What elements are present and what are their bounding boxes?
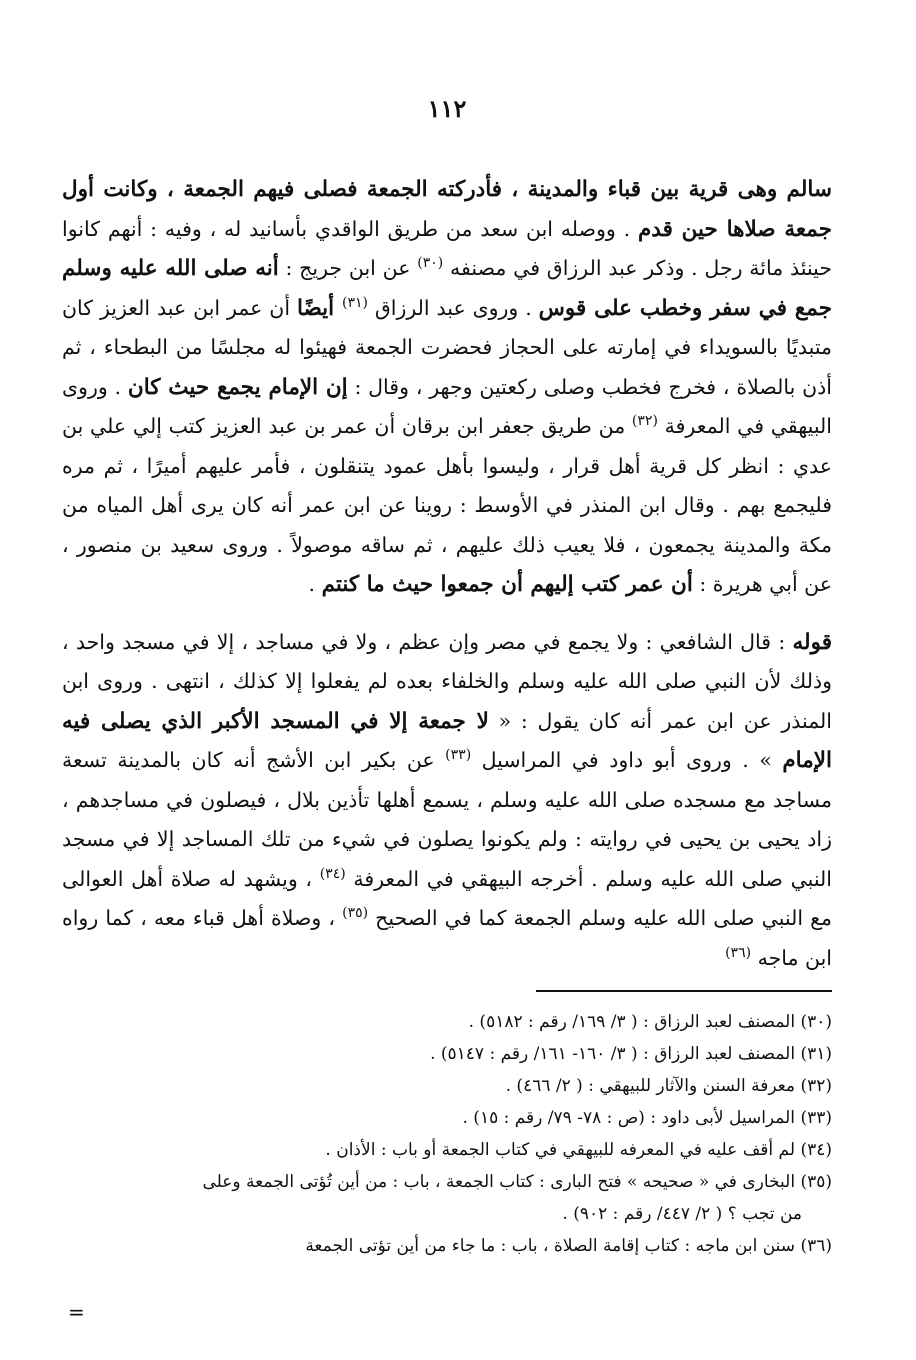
footnote-number: (٣٢) xyxy=(800,1076,832,1096)
bold-text: لا جمعة إلا في المسجد الأكبر الذي يصلى فيه الإمام xyxy=(62,708,832,773)
footnote-number: (٣٤) xyxy=(800,1140,832,1160)
footnote-reference: (٣٢) xyxy=(631,413,658,430)
footnote-reference: (٣٦) xyxy=(725,944,752,961)
footnote xyxy=(62,1230,832,1262)
main-text xyxy=(62,170,832,978)
document-page xyxy=(62,86,832,1346)
footnote-divider xyxy=(536,990,832,992)
footnote-text: لم أقف عليه في المعرفه للبيهقي في كتاب الجمعة أو باب : الأذان . xyxy=(325,1140,796,1160)
footnote xyxy=(62,1006,832,1038)
text-run: عن بكير ابن الأشج أنه كان بالمدينة تسعة مساجد مع مسجده صلى الله عليه وسلم ، يسمع أهلها تأذين بلال ، فيصلون في مساجدهم ، زاد يحيى بن يحيى في روايته : ولم يكونوا يصلون في شيء من تلك المساجد إلا في مسجد النبي صلى الله عليه وسلم . أخرجه البيهقي في المعرفة xyxy=(62,748,832,891)
bold-text: قوله xyxy=(792,629,832,655)
footnote-continuation: من تجب ؟ ( ٢/ ٤٤٧/ رقم : ٩٠٢) . xyxy=(562,1204,802,1224)
footnote xyxy=(62,1038,832,1070)
paragraph xyxy=(62,623,832,979)
footnote-number: (٣٠) xyxy=(800,1012,832,1032)
bold-text: أن عمر كتب إليهم أن جمعوا حيث ما كنتم xyxy=(321,572,693,597)
continuation-mark: = xyxy=(68,1300,85,1324)
bold-text: أيضًا xyxy=(296,295,342,321)
text-run: . وروى البيهقي في المعرفة xyxy=(62,374,832,438)
text-run: ، وصلاة أهل قباء معه ، كما رواه ابن ماجه xyxy=(62,906,832,970)
bold-text: إن الإمام يجمع حيث كان xyxy=(127,374,348,400)
footnote xyxy=(62,1134,832,1166)
paragraph xyxy=(62,170,832,605)
footnote-text: المراسيل لأبى داود : (ص : ٧٨- ٧٩/ رقم : ١٥) . xyxy=(462,1108,796,1128)
footnote-text: المصنف لعبد الرزاق : ( ٣/ ١٦٩/ رقم : ٥١٨٢) . xyxy=(468,1012,796,1032)
footnote xyxy=(62,1070,832,1102)
text-run: . وروى عبد الرزاق xyxy=(367,295,539,320)
footnote-reference: (٣٣) xyxy=(445,747,472,764)
footnote-number: (٣٦) xyxy=(800,1236,832,1256)
footnote xyxy=(62,1102,832,1134)
footnote-number: (٣٣) xyxy=(800,1108,832,1128)
text-run: . xyxy=(308,572,322,596)
footnote xyxy=(62,1166,832,1230)
footnote-text: معرفة السنن والآثار للبيهقي : ( ٢/ ٤٦٦) . xyxy=(505,1076,796,1096)
footnote-reference: (٣٤) xyxy=(319,865,346,882)
text-run: من طريق جعفر ابن برقان أن عمر بن عبد العزيز كتب إلي علي بن عدي : انظر كل قرية أهل قرار ، وليسوا بأهل عمود يتنقلون ، فأمر عليهم أميرًا ، ثم مره فليجمع بهم . وقال ابن المنذر في الأوسط : روينا عن ابن عمر أنه كان يرى أهل المياه من مكة والمدينة يجمعون ، فلا يعيب ذلك عليهم ، ثم ساقه موصولاً . وروى سعيد بن منصور ، عن أبي هريرة : xyxy=(62,414,832,596)
footnote-text: البخارى في « صحيحه » فتح البارى : كتاب الجمعة ، باب : من أين تُؤتى الجمعة وعلى xyxy=(202,1172,796,1192)
bold-text: أنه صلى الله عليه وسلم جمع في سفر وخطب على قوس xyxy=(62,256,833,321)
footnote-reference: (٣٥) xyxy=(342,905,369,922)
footnote-reference: (٣١) xyxy=(341,294,368,311)
text-run: ، ويشهد له صلاة أهل العوالى مع النبي صلى الله عليه وسلم الجمعة كما في الصحيح xyxy=(62,866,832,930)
footnote-number: (٣١) xyxy=(800,1044,832,1064)
footnote-number: (٣٥) xyxy=(800,1172,832,1192)
page-number: ١١٢ xyxy=(427,94,467,123)
text-run: . ووصله ابن سعد من طريق الواقدي بأسانيد له ، وفيه : أنهم كانوا حينئذ مائة رجل . وذكر عبد الرزاق في مصنفه xyxy=(62,216,832,280)
text-run: أن عمر ابن عبد العزيز كان متبديًا بالسويداء في إمارته على الحجاز فحضرت الجمعة فهيئوا له مجلسًا من البطحاء ، ثم أذن بالصلاة ، فخرج فخطب وصلى ركعتين وجهر ، وقال : xyxy=(62,295,832,399)
text-run: عن ابن جريج : xyxy=(278,256,418,280)
footnote-text: سنن ابن ماجه : كتاب إقامة الصلاة ، باب : ما جاء من أين تؤتى الجمعة xyxy=(305,1236,796,1256)
bold-text: سالم وهى قرية بين قباء والمدينة ، فأدركته الجمعة فصلى فيهم الجمعة ، وكانت أول جمعة صلاها حين قدم xyxy=(62,177,832,242)
text-run: » . وروى أبو داود في المراسيل xyxy=(471,748,783,772)
footnote-reference: (٣٠) xyxy=(417,255,444,272)
footnotes xyxy=(62,1006,832,1262)
text-run: : قال الشافعي : ولا يجمع في مصر وإن عظم ، ولا في مساجد ، إلا في مسجد واحد ، وذلك لأن النبي صلى الله عليه وسلم والخلفاء بعده لم يفعلوا إلا كذلك ، انتهى . وروى ابن المنذر عن ابن عمر أنه كان يقول : « xyxy=(62,629,832,733)
footnote-text: المصنف لعبد الرزاق : ( ٣/ ١٦٠- ١٦١/ رقم : ٥١٤٧) . xyxy=(430,1044,796,1064)
